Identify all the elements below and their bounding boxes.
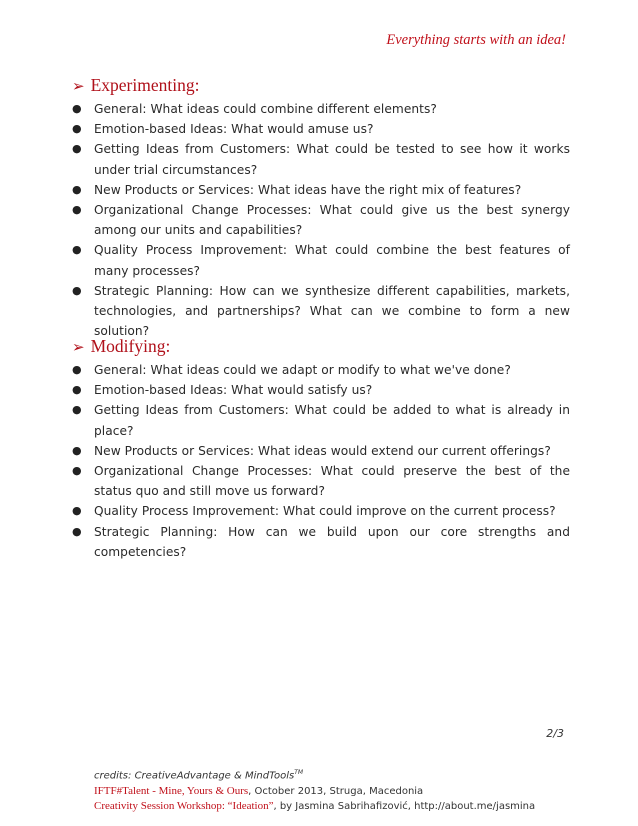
bullet-icon: ● [72,182,82,196]
list-item: ● Strategic Planning: How can we build upon our core strengths and competencies? [72,522,570,562]
list-item: ● New Products or Services: What ideas would extend our current offerings? [72,441,570,461]
bullet-icon: ● [72,443,82,457]
section-title-modifying [72,336,170,357]
list-item: ● Emotion-based Ideas: What would satisfy us? [72,380,570,400]
list-item: ● General: What ideas could combine different elements? [72,99,570,119]
experimenting-list [72,99,570,341]
footer [94,765,535,815]
footer-event-line: IFTF#Talent - Mine, Yours & Ours, October 2013, Struga, Macedonia [94,784,424,797]
footer-workshop-line: Creativity Session Workshop: “Ideation”, by Jasmina Sabrihafizović, http://about.me/jasmina [94,800,536,813]
bullet-icon: ● [72,524,82,538]
bullet-icon: ● [72,504,82,518]
list-item: ● General: What ideas could we adapt or modify to what we've done? [72,360,570,380]
bullet-icon: ● [72,203,82,217]
list-item: ● Getting Ideas from Customers: What could be added to what is already in place? [72,400,570,440]
list-item: ● Getting Ideas from Customers: What could be tested to see how it works under trial circumstances? [72,139,570,179]
modifying-list [72,360,570,562]
list-item: ● Quality Process Improvement: What could combine the best features of many processes? [72,240,570,280]
section-title-text: Modifying: [90,336,171,356]
bullet-icon: ● [72,363,82,376]
bullet-icon: ● [72,142,82,156]
header-tagline: Everything starts with an idea! [386,32,566,48]
footer-credits: credits: CreativeAdvantage & MindTools™ [94,769,304,782]
arrow-right-icon: ➢ [72,337,85,356]
bullet-icon: ● [72,283,82,297]
list-item: ● Quality Process Improvement: What could improve on the current process? [72,501,570,521]
bullet-icon: ● [72,383,82,397]
page-number: 2/3 [546,727,564,740]
list-item: ● New Products or Services: What ideas have the right mix of features? [72,180,570,200]
bullet-icon: ● [72,102,82,115]
bullet-icon: ● [72,122,82,136]
trademark-mark: TM [294,769,304,776]
bullet-icon: ● [72,243,82,257]
bullet-icon: ● [72,403,82,417]
list-item: ● Organizational Change Processes: What could preserve the best of the status quo and still move us forward? [72,461,570,501]
section-title-experimenting [72,75,199,96]
list-item: ● Organizational Change Processes: What could give us the best synergy among our units and capabilities? [72,200,570,240]
arrow-right-icon: ➢ [72,76,85,95]
bullet-icon: ● [72,464,82,478]
section-title-text: Experimenting: [90,75,200,95]
list-item: ● Strategic Planning: How can we synthesize different capabilities, markets, technologies, and partnerships? What can we combine to form a new solution? [72,281,570,342]
list-item: ● Emotion-based Ideas: What would amuse us? [72,119,570,139]
